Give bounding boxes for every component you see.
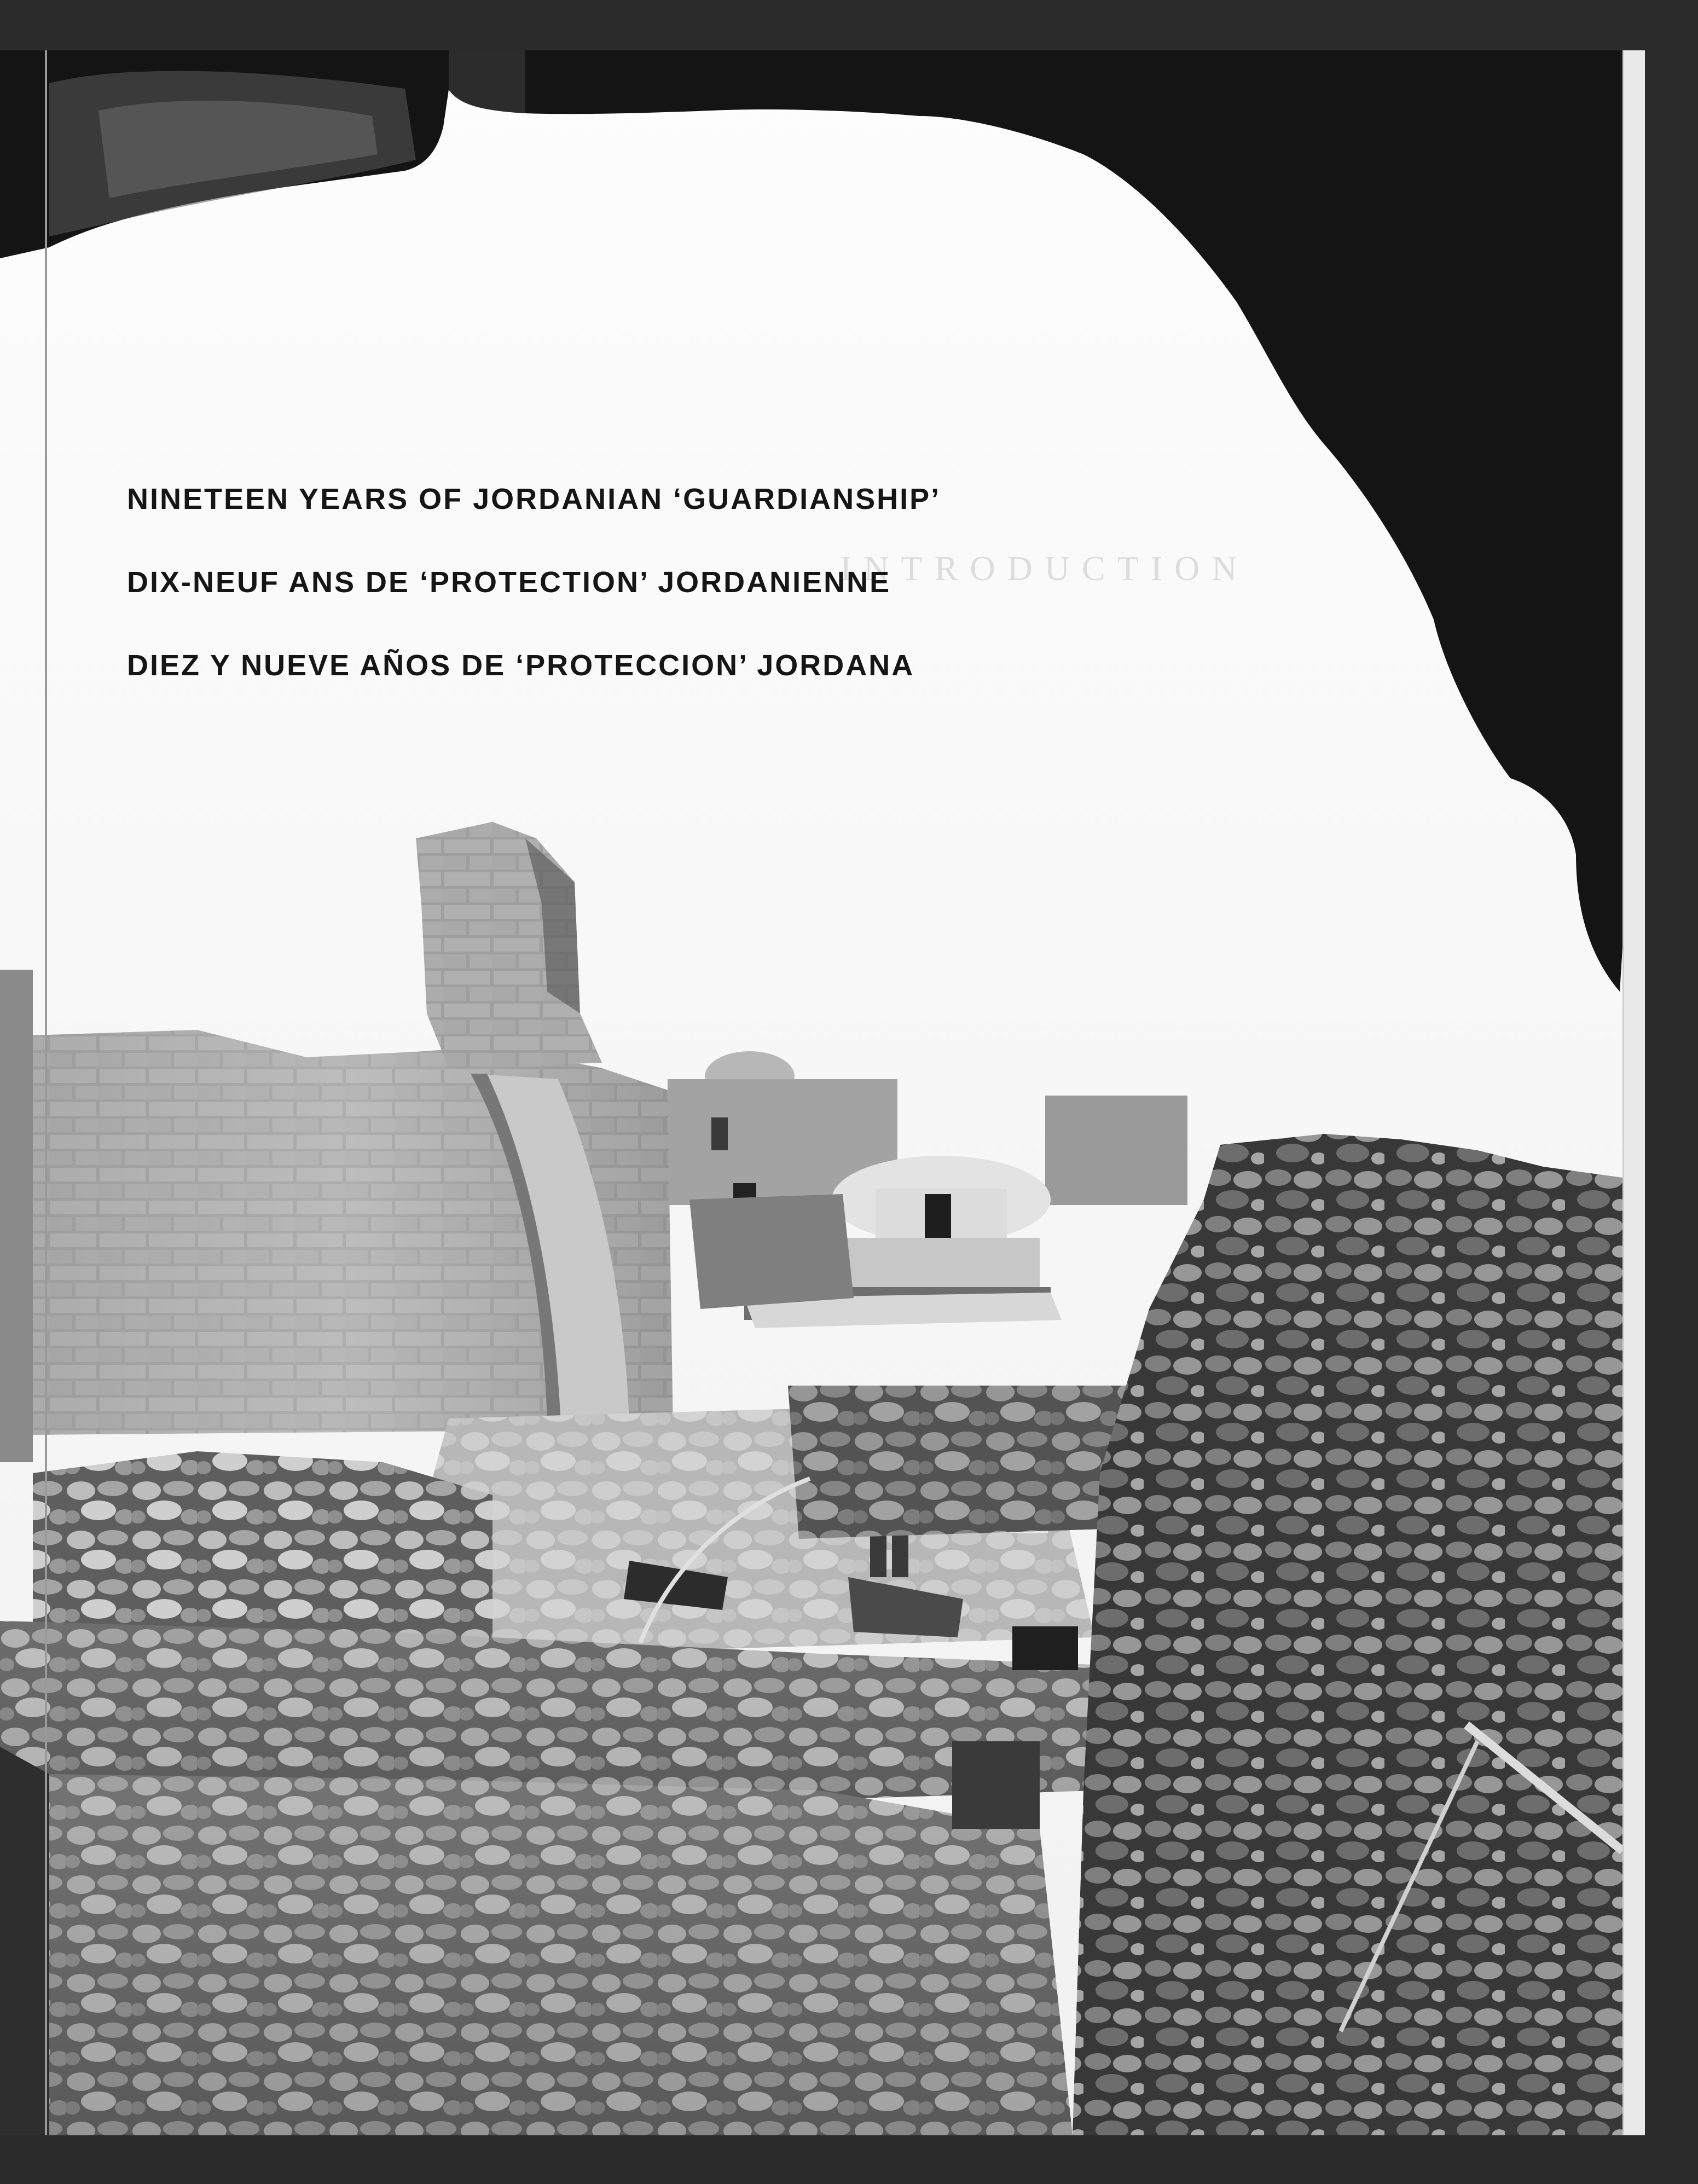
printed-sheet (0, 50, 1622, 2135)
page-edge (1622, 50, 1645, 2135)
center-fold (45, 50, 47, 2135)
headline-block (127, 477, 1276, 727)
ruins-photograph (0, 50, 1622, 2135)
headline-english: NINETEEN YEARS OF JORDANIAN ‘GUARDIANSHIP’ (127, 483, 941, 515)
headline-french: DIX-NEUF ANS DE ‘PROTECTION’ JORDANIENNE (127, 566, 891, 599)
ruins-photograph-drawing (0, 50, 1622, 2135)
show-through-heading: INTRODUCTION (840, 549, 1249, 588)
headline-spanish: DIEZ Y NUEVE AÑOS DE ‘PROTECCION’ JORDANA (127, 649, 915, 682)
